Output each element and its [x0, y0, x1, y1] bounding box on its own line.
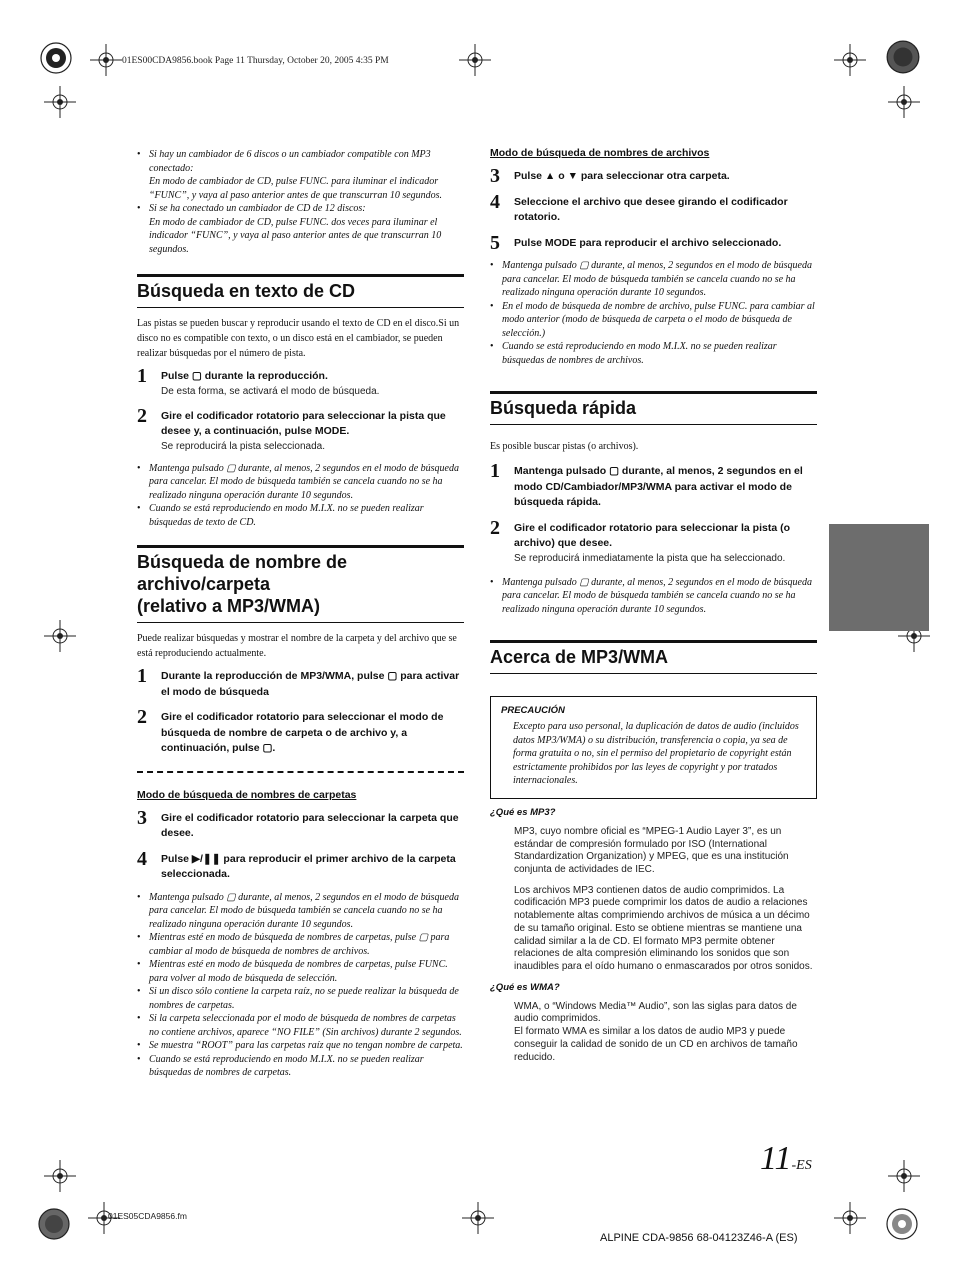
crosshair-mark-icon	[888, 1160, 920, 1192]
step	[137, 706, 464, 757]
step	[137, 365, 464, 399]
note: • Se muestra “ROOT” para las carpetas raíz que no tengan nombre de carpeta.	[137, 1039, 464, 1053]
section-title: (relativo a MP3/WMA)	[137, 596, 321, 616]
step-number: 4	[137, 847, 147, 870]
step-text: Gire el codificador rotatorio para seleccionar la pista que desee y, a continuación, pulse MODE.	[161, 409, 446, 437]
section-title: Búsqueda rápida	[490, 398, 637, 418]
section-intro: Las pistas se pueden buscar y reproducir usando el texto de CD en el disco.Si un disco no es compatible con texto, o un disco está en el cambiador, se pueden realizar búsquedas por el número de pista.	[137, 318, 460, 359]
step-number: 2	[137, 706, 147, 728]
registration-mark-icon	[884, 38, 922, 76]
step	[490, 516, 817, 566]
step-text: Mantenga pulsado ▢ durante, al menos, 2 segundos en el modo CD/Cambiador/MP3/WMA para activar el modo de búsqueda rápida.	[514, 465, 803, 508]
step-text: Pulse MODE para reproducir el archivo seleccionado.	[514, 236, 782, 249]
section-heading	[490, 640, 817, 674]
step-number: 1	[137, 665, 147, 687]
step-text: Seleccione el archivo que desee girando el codificador rotatorio.	[514, 195, 788, 223]
step	[137, 404, 464, 454]
step	[137, 847, 464, 883]
subsection-title: Modo de búsqueda de nombres de carpetas	[137, 788, 357, 801]
answer-paragraph: WMA, o “Windows Media™ Audio”, son las siglas para datos de audio comprimidos.	[514, 1000, 797, 1025]
step-number: 2	[490, 516, 500, 539]
step-number: 1	[137, 365, 147, 387]
caution-body: Excepto para uso personal, la duplicación de datos de audio (incluidos datos MP3/WMA) o su distribución, transferencia o copia, ya sea de forma gratuita o no, sin el permiso del propietario de copyright están estrictamente prohibidos por las leyes de copyright y por tratados internacionales.	[513, 721, 799, 787]
answer-paragraph: Los archivos MP3 contienen datos de audio comprimidos. La codificación MP3 puede comprimir los datos de audio a relaciones notablemente altas comprimiendo archivos de música a un décimo de su tamaño original. Esto se obtiene mientras se mantiene una calidad similar a la de CD. El formato MP3 permite obtener relaciones de alta compresión eliminando los sonidos que son inaudibles para el oído humano o enmascarados por otros sonidos.	[514, 884, 813, 972]
answer-paragraph: MP3, cuyo nombre oficial es “MPEG-1 Audio Layer 3”, es un estándar de compresión formulado por ISO (International Standardization Organization) y MPEG, que es una institución conjunta de actividades de IEC.	[514, 825, 789, 876]
dashed-divider	[137, 771, 464, 773]
step-number: 3	[137, 806, 147, 829]
section-title: Búsqueda en texto de CD	[137, 281, 356, 301]
step-text: Pulse ▶/❚❚ para reproducir el primer archivo de la carpeta seleccionada.	[161, 852, 456, 880]
note: • Mantenga pulsado ▢ durante, al menos, 2 segundos en el modo de búsqueda para cancelar. El modo de búsqueda también se cancela cuando no se ha realizado ninguna operación durante 10 segundos.	[490, 259, 817, 300]
note: • Mientras esté en modo de búsqueda de nombres de carpetas, pulse ▢ para cambiar al modo de búsqueda de nombres de archivos.	[137, 931, 464, 958]
book-header-line: 01ES00CDA9856.book Page 11 Thursday, October 20, 2005 4:35 PM	[122, 56, 389, 66]
note: • Mantenga pulsado ▢ durante, al menos, 2 segundos en el modo de búsqueda para cancelar. El modo de búsqueda también se cancela cuando no se ha realizado ninguna operación durante 10 segundos.	[137, 462, 464, 503]
page-suffix: -ES	[791, 1158, 812, 1173]
crosshair-mark-icon	[44, 1160, 76, 1192]
note: • Mantenga pulsado ▢ durante, al menos, 2 segundos en el modo de búsqueda para cancelar. El modo de búsqueda también se cancela cuando no se ha realizado ninguna operación durante 10 segundos.	[137, 891, 464, 932]
step-number: 2	[137, 404, 147, 427]
crosshair-mark-icon	[44, 620, 76, 652]
step-text: Gire el codificador rotatorio para seleccionar el modo de búsqueda de nombre de carpeta o de archivo y, a continuación, pulse ▢.	[161, 711, 444, 754]
footer-filename: 01ES05CDA9856.fm	[108, 1211, 187, 1221]
note: • Si un disco sólo contiene la carpeta raíz, no se puede realizar la búsqueda de nombres de carpetas.	[137, 985, 464, 1012]
crosshair-mark-icon	[888, 86, 920, 118]
step	[490, 190, 817, 226]
intro-note: • Si hay un cambiador de 6 discos o un cambiador compatible con MP3 conectado:	[137, 148, 464, 175]
right-column	[490, 147, 817, 1064]
caution-box	[490, 696, 817, 799]
note: • En el modo de búsqueda de nombre de archivo, pulse FUNC. para cambiar al modo anterior (modo de búsqueda de carpeta o el modo de búsqueda de selección.)	[490, 300, 817, 341]
question-heading: ¿Qué es MP3?	[490, 806, 556, 818]
step-number: 4	[490, 190, 500, 213]
intro-note: En modo de cambiador de CD, pulse FUNC. dos veces para iluminar el indicador “FUNC”, y vaya al paso anterior antes de que transcurran 10 segundos.	[149, 216, 442, 255]
step	[490, 165, 817, 187]
registration-mark-icon	[36, 1206, 72, 1242]
section-intro: Es posible buscar pistas (o archivos).	[490, 441, 639, 452]
step-subtext: Se reproducirá inmediatamente la pista que ha seleccionado.	[514, 552, 786, 564]
crosshair-mark-icon	[834, 1202, 866, 1234]
step-text: Durante la reproducción de MP3/WMA, pulse ▢ para activar el modo de búsqueda	[161, 670, 460, 698]
step	[137, 665, 464, 700]
step-subtext: De esta forma, se activará el modo de búsqueda.	[161, 385, 380, 397]
note: • Cuando se está reproduciendo en modo M.I.X. no se pueden realizar búsquedas de texto de CD.	[137, 502, 464, 529]
crosshair-mark-icon	[90, 44, 122, 76]
step-text: Gire el codificador rotatorio para seleccionar la pista (o archivo) que desee.	[514, 521, 790, 549]
step-text: Gire el codificador rotatorio para seleccionar la carpeta que desee.	[161, 811, 459, 839]
step	[137, 806, 464, 842]
section-heading	[137, 545, 464, 623]
question-heading: ¿Qué es WMA?	[490, 981, 560, 993]
note: • Cuando se está reproduciendo en modo M.I.X. no se pueden realizar búsquedas de nombres de carpetas.	[137, 1053, 464, 1080]
registration-mark-icon	[884, 1206, 920, 1242]
section-intro: Puede realizar búsquedas y mostrar el nombre de la carpeta y del archivo que se está reproduciendo actualmente.	[137, 633, 457, 659]
answer-paragraph: El formato WMA es similar a los datos de audio MP3 y puede conseguir la calidad de sonido de un CD en archivos de tamaño reducido.	[514, 1026, 798, 1063]
caution-title: PRECAUCIÓN	[501, 705, 565, 716]
subsection-title: Modo de búsqueda de nombres de archivos	[490, 147, 710, 159]
step-number: 1	[490, 460, 500, 482]
step	[490, 231, 817, 254]
intro-note: • Si se ha conectado un cambiador de CD de 12 discos:	[137, 202, 464, 216]
note: • Mientras esté en modo de búsqueda de nombres de carpetas, pulse FUNC. para volver al modo de búsqueda de selección.	[137, 958, 464, 985]
note: • Si la carpeta seleccionada por el modo de búsqueda de nombres de carpetas no contiene archivos, aparece “NO FILE” (Sin archivos) durante 2 segundos.	[137, 1012, 464, 1039]
section-tab	[829, 524, 929, 631]
crosshair-mark-icon	[459, 44, 491, 76]
step	[490, 460, 817, 511]
step-text: Pulse ▲ o ▼ para seleccionar otra carpeta.	[514, 170, 730, 182]
section-title: Acerca de MP3/WMA	[490, 647, 669, 667]
page-number: 11-ES	[760, 1140, 812, 1177]
note: • Mantenga pulsado ▢ durante, al menos, 2 segundos en el modo de búsqueda para cancelar. El modo de búsqueda también se cancela cuando no se ha realizado ninguna operación durante 10 segundos.	[490, 576, 817, 617]
crosshair-mark-icon	[44, 86, 76, 118]
section-heading	[137, 274, 464, 308]
left-column	[137, 148, 464, 1080]
note: • Cuando se está reproduciendo en modo M.I.X. no se pueden realizar búsquedas de nombres de archivos.	[490, 340, 817, 367]
footer-model: ALPINE CDA-9856 68-04123Z46-A (ES)	[600, 1232, 798, 1244]
step-number: 5	[490, 231, 500, 254]
step-number: 3	[490, 165, 500, 187]
crosshair-mark-icon	[462, 1202, 494, 1234]
section-heading	[490, 391, 817, 425]
step-subtext: Se reproducirá la pista seleccionada.	[161, 440, 325, 452]
step-text: Pulse ▢ durante la reproducción.	[161, 370, 328, 382]
section-title: Búsqueda de nombre de archivo/carpeta	[137, 552, 348, 594]
registration-mark-icon	[38, 40, 74, 76]
intro-note: En modo de cambiador de CD, pulse FUNC. para iluminar el indicador “FUNC”, y vaya al paso anterior antes de que transcurran 10 segundos.	[149, 176, 443, 201]
crosshair-mark-icon	[834, 44, 866, 76]
